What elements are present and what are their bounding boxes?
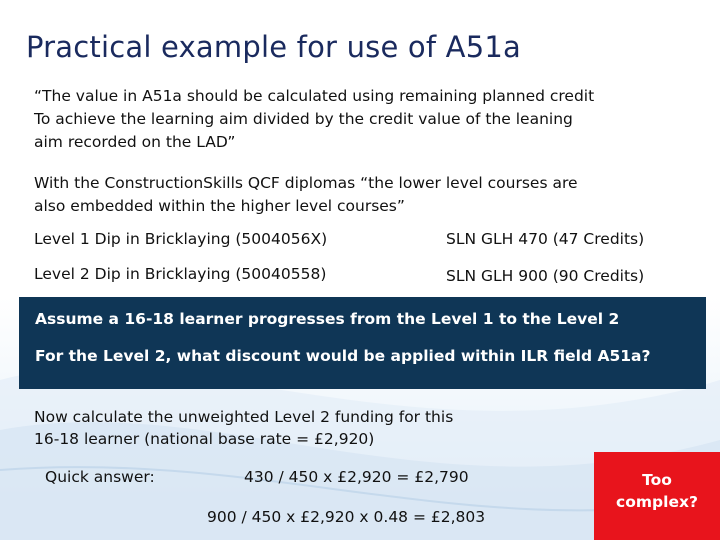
course-glh-level2: SLN GLH 900 (90 Credits) [446, 267, 645, 285]
context-paragraph [34, 172, 694, 218]
course-name-level2: Level 2 Dip in Bricklaying (50040558) [34, 265, 327, 283]
band-question: For the Level 2, what discount would be applied within ILR field A51a? [35, 347, 651, 365]
badge-line: Too [642, 471, 672, 489]
page-title: Practical example for use of A51a [26, 30, 521, 64]
quote-paragraph [34, 85, 694, 154]
too-complex-badge [594, 452, 720, 540]
badge-text [594, 469, 720, 513]
quote-line: “The value in A51a should be calculated using remaining planned credit [34, 87, 595, 105]
second-formula: 900 / 450 x £2,920 x 0.48 = £2,803 [207, 508, 486, 526]
course-glh-level1: SLN GLH 470 (47 Credits) [446, 230, 645, 248]
quick-answer-formula: 430 / 450 x £2,920 = £2,790 [244, 468, 469, 486]
quote-line: aim recorded on the LAD” [34, 133, 236, 151]
course-name-level1: Level 1 Dip in Bricklaying (5004056X) [34, 230, 328, 248]
band-assumption: Assume a 16-18 learner progresses from the Level 1 to the Level 2 [35, 310, 620, 328]
quick-answer-label: Quick answer: [45, 468, 155, 486]
calc-line: Now calculate the unweighted Level 2 funding for this [34, 408, 454, 426]
calc-line: 16-18 learner (national base rate = £2,920) [34, 430, 375, 448]
context-line: also embedded within the higher level courses” [34, 197, 405, 215]
question-band [19, 297, 706, 389]
calculation-prompt [34, 406, 453, 450]
quote-line: To achieve the learning aim divided by the credit value of the leaning [34, 110, 573, 128]
badge-line: complex? [616, 493, 698, 511]
context-line: With the ConstructionSkills QCF diplomas “the lower level courses are [34, 174, 578, 192]
